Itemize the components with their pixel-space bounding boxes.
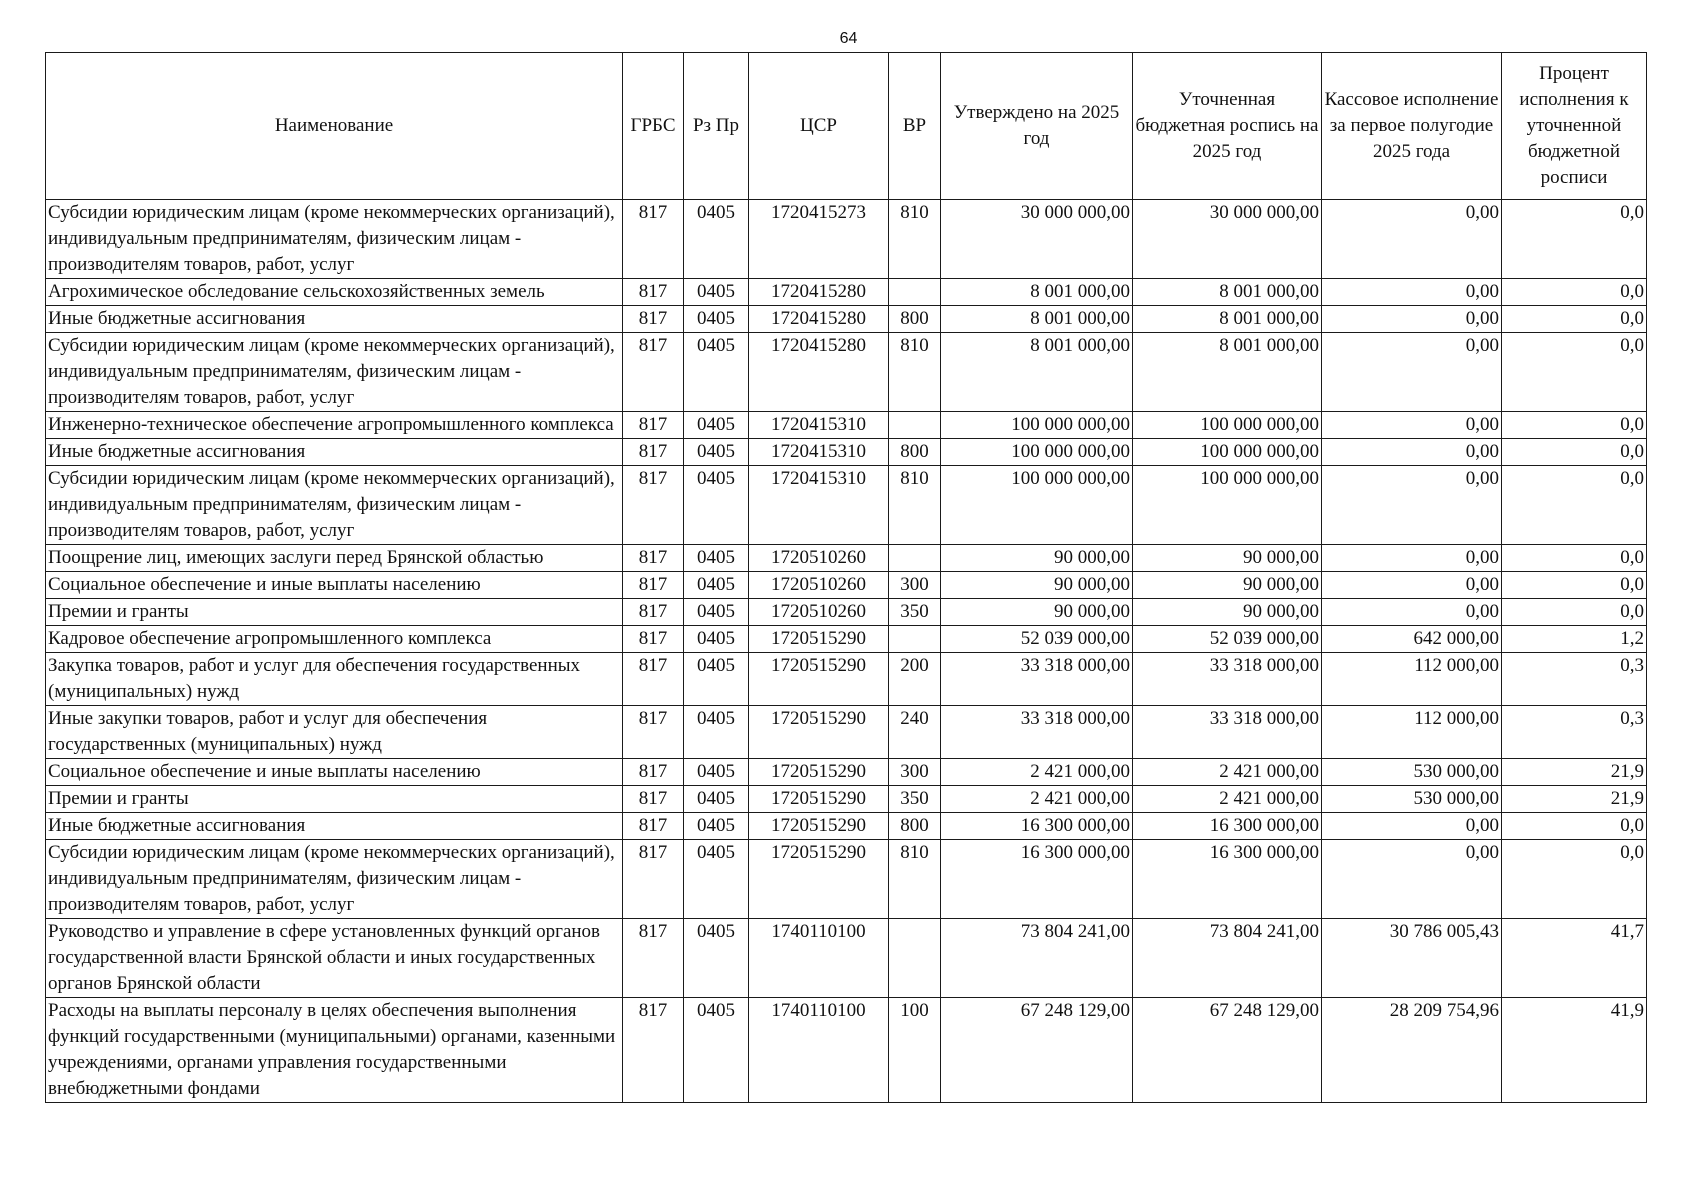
cell-vr: 810 xyxy=(889,333,941,412)
cell-rzpr: 0405 xyxy=(684,439,749,466)
cell-rzpr: 0405 xyxy=(684,466,749,545)
cell-approved: 8 001 000,00 xyxy=(941,306,1133,333)
cell-approved: 100 000 000,00 xyxy=(941,466,1133,545)
cell-vr: 800 xyxy=(889,813,941,840)
cell-vr xyxy=(889,919,941,998)
table-row xyxy=(46,466,1647,545)
cell-vr: 810 xyxy=(889,200,941,279)
cell-vr: 300 xyxy=(889,572,941,599)
cell-cash: 642 000,00 xyxy=(1322,626,1502,653)
cell-cash: 0,00 xyxy=(1322,333,1502,412)
cell-cash: 0,00 xyxy=(1322,306,1502,333)
cell-approved: 52 039 000,00 xyxy=(941,626,1133,653)
cell-approved: 8 001 000,00 xyxy=(941,333,1133,412)
cell-cash: 28 209 754,96 xyxy=(1322,998,1502,1103)
cell-percent: 0,0 xyxy=(1502,306,1647,333)
cell-name: Социальное обеспечение и иные выплаты населению xyxy=(46,572,623,599)
cell-csr: 1720415280 xyxy=(749,333,889,412)
cell-percent: 0,0 xyxy=(1502,333,1647,412)
cell-vr xyxy=(889,279,941,306)
cell-grbs: 817 xyxy=(623,840,684,919)
cell-rzpr: 0405 xyxy=(684,759,749,786)
cell-approved: 33 318 000,00 xyxy=(941,706,1133,759)
cell-rzpr: 0405 xyxy=(684,279,749,306)
cell-vr: 200 xyxy=(889,653,941,706)
cell-refined: 30 000 000,00 xyxy=(1133,200,1322,279)
cell-refined: 100 000 000,00 xyxy=(1133,439,1322,466)
cell-grbs: 817 xyxy=(623,466,684,545)
cell-grbs: 817 xyxy=(623,200,684,279)
cell-percent: 0,0 xyxy=(1502,545,1647,572)
cell-name: Иные бюджетные ассигнования xyxy=(46,306,623,333)
cell-vr xyxy=(889,626,941,653)
cell-csr: 1720415310 xyxy=(749,466,889,545)
col-header-vr: ВР xyxy=(889,53,941,200)
cell-percent: 0,0 xyxy=(1502,572,1647,599)
cell-grbs: 817 xyxy=(623,919,684,998)
cell-csr: 1720510260 xyxy=(749,545,889,572)
table-row xyxy=(46,759,1647,786)
cell-grbs: 817 xyxy=(623,653,684,706)
cell-percent: 0,3 xyxy=(1502,653,1647,706)
cell-cash: 0,00 xyxy=(1322,813,1502,840)
table-row xyxy=(46,412,1647,439)
cell-grbs: 817 xyxy=(623,786,684,813)
header-row xyxy=(46,53,1647,200)
cell-name: Премии и гранты xyxy=(46,599,623,626)
cell-rzpr: 0405 xyxy=(684,306,749,333)
cell-refined: 67 248 129,00 xyxy=(1133,998,1322,1103)
cell-refined: 100 000 000,00 xyxy=(1133,412,1322,439)
col-header-rzpr: Рз Пр xyxy=(684,53,749,200)
cell-name: Иные закупки товаров, работ и услуг для обеспечения государственных (муниципальных) нужд xyxy=(46,706,623,759)
cell-name: Агрохимическое обследование сельскохозяйственных земель xyxy=(46,279,623,306)
cell-vr: 800 xyxy=(889,306,941,333)
table-row xyxy=(46,439,1647,466)
cell-cash: 0,00 xyxy=(1322,599,1502,626)
cell-grbs: 817 xyxy=(623,412,684,439)
cell-rzpr: 0405 xyxy=(684,813,749,840)
cell-percent: 0,0 xyxy=(1502,200,1647,279)
cell-cash: 530 000,00 xyxy=(1322,759,1502,786)
cell-grbs: 817 xyxy=(623,572,684,599)
cell-percent: 0,0 xyxy=(1502,840,1647,919)
cell-vr: 800 xyxy=(889,439,941,466)
cell-vr xyxy=(889,545,941,572)
cell-cash: 112 000,00 xyxy=(1322,653,1502,706)
cell-refined: 33 318 000,00 xyxy=(1133,653,1322,706)
table-row xyxy=(46,998,1647,1103)
table-row xyxy=(46,306,1647,333)
cell-cash: 112 000,00 xyxy=(1322,706,1502,759)
cell-vr: 240 xyxy=(889,706,941,759)
col-header-percent: Процент исполнения к уточненной бюджетной росписи xyxy=(1502,53,1647,200)
cell-percent: 0,0 xyxy=(1502,279,1647,306)
cell-percent: 0,0 xyxy=(1502,813,1647,840)
cell-name: Кадровое обеспечение агропромышленного комплекса xyxy=(46,626,623,653)
table-row xyxy=(46,599,1647,626)
cell-csr: 1720515290 xyxy=(749,706,889,759)
col-header-refined: Уточненная бюджетная роспись на 2025 год xyxy=(1133,53,1322,200)
cell-refined: 52 039 000,00 xyxy=(1133,626,1322,653)
cell-refined: 100 000 000,00 xyxy=(1133,466,1322,545)
cell-percent: 0,0 xyxy=(1502,599,1647,626)
table-row xyxy=(46,840,1647,919)
cell-name: Субсидии юридическим лицам (кроме некоммерческих организаций), индивидуальным предпринимателям, физическим лицам - производителям товаров, работ, услуг xyxy=(46,200,623,279)
cell-csr: 1720510260 xyxy=(749,572,889,599)
cell-rzpr: 0405 xyxy=(684,200,749,279)
cell-csr: 1740110100 xyxy=(749,998,889,1103)
cell-cash: 30 786 005,43 xyxy=(1322,919,1502,998)
cell-approved: 67 248 129,00 xyxy=(941,998,1133,1103)
cell-cash: 0,00 xyxy=(1322,572,1502,599)
cell-grbs: 817 xyxy=(623,333,684,412)
cell-rzpr: 0405 xyxy=(684,572,749,599)
cell-rzpr: 0405 xyxy=(684,706,749,759)
cell-refined: 2 421 000,00 xyxy=(1133,759,1322,786)
table-row xyxy=(46,653,1647,706)
table-body xyxy=(46,200,1647,1103)
col-header-name: Наименование xyxy=(46,53,623,200)
col-header-csr: ЦСР xyxy=(749,53,889,200)
cell-vr: 300 xyxy=(889,759,941,786)
cell-name: Социальное обеспечение и иные выплаты населению xyxy=(46,759,623,786)
cell-csr: 1720415280 xyxy=(749,306,889,333)
cell-name: Иные бюджетные ассигнования xyxy=(46,439,623,466)
cell-grbs: 817 xyxy=(623,439,684,466)
cell-vr: 350 xyxy=(889,786,941,813)
cell-name: Инженерно-техническое обеспечение агропромышленного комплекса xyxy=(46,412,623,439)
cell-grbs: 817 xyxy=(623,759,684,786)
cell-vr xyxy=(889,412,941,439)
cell-csr: 1740110100 xyxy=(749,919,889,998)
table-row xyxy=(46,545,1647,572)
cell-rzpr: 0405 xyxy=(684,333,749,412)
cell-approved: 33 318 000,00 xyxy=(941,653,1133,706)
cell-cash: 0,00 xyxy=(1322,412,1502,439)
cell-rzpr: 0405 xyxy=(684,840,749,919)
table-row xyxy=(46,706,1647,759)
cell-vr: 350 xyxy=(889,599,941,626)
cell-csr: 1720515290 xyxy=(749,626,889,653)
cell-percent: 21,9 xyxy=(1502,759,1647,786)
budget-table xyxy=(45,52,1647,1103)
cell-refined: 90 000,00 xyxy=(1133,572,1322,599)
cell-approved: 90 000,00 xyxy=(941,545,1133,572)
cell-cash: 0,00 xyxy=(1322,279,1502,306)
cell-csr: 1720515290 xyxy=(749,840,889,919)
cell-vr: 100 xyxy=(889,998,941,1103)
cell-name: Иные бюджетные ассигнования xyxy=(46,813,623,840)
cell-vr: 810 xyxy=(889,466,941,545)
cell-rzpr: 0405 xyxy=(684,653,749,706)
cell-refined: 73 804 241,00 xyxy=(1133,919,1322,998)
cell-rzpr: 0405 xyxy=(684,626,749,653)
cell-refined: 2 421 000,00 xyxy=(1133,786,1322,813)
table-row xyxy=(46,919,1647,998)
cell-grbs: 817 xyxy=(623,545,684,572)
cell-rzpr: 0405 xyxy=(684,412,749,439)
cell-cash: 0,00 xyxy=(1322,545,1502,572)
cell-csr: 1720515290 xyxy=(749,786,889,813)
cell-name: Руководство и управление в сфере установленных функций органов государственной власти Брянской области и иных государственных органов Брянской области xyxy=(46,919,623,998)
cell-approved: 90 000,00 xyxy=(941,572,1133,599)
cell-percent: 0,0 xyxy=(1502,412,1647,439)
cell-rzpr: 0405 xyxy=(684,919,749,998)
cell-refined: 90 000,00 xyxy=(1133,545,1322,572)
cell-name: Субсидии юридическим лицам (кроме некоммерческих организаций), индивидуальным предпринимателям, физическим лицам - производителям товаров, работ, услуг xyxy=(46,840,623,919)
cell-name: Поощрение лиц, имеющих заслуги перед Брянской областью xyxy=(46,545,623,572)
cell-grbs: 817 xyxy=(623,306,684,333)
cell-csr: 1720415273 xyxy=(749,200,889,279)
cell-refined: 8 001 000,00 xyxy=(1133,279,1322,306)
cell-grbs: 817 xyxy=(623,813,684,840)
cell-approved: 2 421 000,00 xyxy=(941,786,1133,813)
cell-rzpr: 0405 xyxy=(684,545,749,572)
cell-approved: 16 300 000,00 xyxy=(941,840,1133,919)
cell-cash: 0,00 xyxy=(1322,439,1502,466)
cell-percent: 41,7 xyxy=(1502,919,1647,998)
cell-csr: 1720515290 xyxy=(749,653,889,706)
cell-grbs: 817 xyxy=(623,599,684,626)
cell-name: Премии и гранты xyxy=(46,786,623,813)
table-row xyxy=(46,572,1647,599)
cell-name: Субсидии юридическим лицам (кроме некоммерческих организаций), индивидуальным предпринимателям, физическим лицам - производителям товаров, работ, услуг xyxy=(46,333,623,412)
cell-approved: 2 421 000,00 xyxy=(941,759,1133,786)
cell-approved: 8 001 000,00 xyxy=(941,279,1133,306)
col-header-approved: Утверждено на 2025 год xyxy=(941,53,1133,200)
cell-grbs: 817 xyxy=(623,279,684,306)
cell-percent: 41,9 xyxy=(1502,998,1647,1103)
cell-refined: 16 300 000,00 xyxy=(1133,813,1322,840)
cell-csr: 1720515290 xyxy=(749,813,889,840)
cell-grbs: 817 xyxy=(623,626,684,653)
cell-percent: 1,2 xyxy=(1502,626,1647,653)
cell-percent: 21,9 xyxy=(1502,786,1647,813)
cell-percent: 0,0 xyxy=(1502,466,1647,545)
table-row xyxy=(46,333,1647,412)
table-row xyxy=(46,813,1647,840)
cell-percent: 0,0 xyxy=(1502,439,1647,466)
cell-refined: 8 001 000,00 xyxy=(1133,333,1322,412)
cell-approved: 100 000 000,00 xyxy=(941,412,1133,439)
cell-percent: 0,3 xyxy=(1502,706,1647,759)
col-header-cash: Кассовое исполнение за первое полугодие 2025 года xyxy=(1322,53,1502,200)
cell-csr: 1720515290 xyxy=(749,759,889,786)
cell-rzpr: 0405 xyxy=(684,998,749,1103)
cell-refined: 33 318 000,00 xyxy=(1133,706,1322,759)
cell-cash: 0,00 xyxy=(1322,840,1502,919)
cell-refined: 90 000,00 xyxy=(1133,599,1322,626)
cell-name: Субсидии юридическим лицам (кроме некоммерческих организаций), индивидуальным предпринимателям, физическим лицам - производителям товаров, работ, услуг xyxy=(46,466,623,545)
table-row xyxy=(46,279,1647,306)
cell-csr: 1720415280 xyxy=(749,279,889,306)
cell-grbs: 817 xyxy=(623,706,684,759)
cell-approved: 90 000,00 xyxy=(941,599,1133,626)
cell-cash: 530 000,00 xyxy=(1322,786,1502,813)
cell-csr: 1720415310 xyxy=(749,412,889,439)
cell-name: Расходы на выплаты персоналу в целях обеспечения выполнения функций государственными (муниципальными) органами, казенными учреждениями, органами управления государственными внебюджетными фондами xyxy=(46,998,623,1103)
cell-approved: 16 300 000,00 xyxy=(941,813,1133,840)
cell-approved: 100 000 000,00 xyxy=(941,439,1133,466)
cell-cash: 0,00 xyxy=(1322,200,1502,279)
cell-csr: 1720415310 xyxy=(749,439,889,466)
table-row xyxy=(46,626,1647,653)
cell-approved: 73 804 241,00 xyxy=(941,919,1133,998)
cell-vr: 810 xyxy=(889,840,941,919)
cell-name: Закупка товаров, работ и услуг для обеспечения государственных (муниципальных) нужд xyxy=(46,653,623,706)
page-number: 64 xyxy=(839,30,858,47)
cell-grbs: 817 xyxy=(623,998,684,1103)
cell-refined: 8 001 000,00 xyxy=(1133,306,1322,333)
cell-approved: 30 000 000,00 xyxy=(941,200,1133,279)
table-row xyxy=(46,200,1647,279)
table-row xyxy=(46,786,1647,813)
col-header-grbs: ГРБС xyxy=(623,53,684,200)
cell-rzpr: 0405 xyxy=(684,786,749,813)
cell-csr: 1720510260 xyxy=(749,599,889,626)
cell-rzpr: 0405 xyxy=(684,599,749,626)
cell-refined: 16 300 000,00 xyxy=(1133,840,1322,919)
cell-cash: 0,00 xyxy=(1322,466,1502,545)
